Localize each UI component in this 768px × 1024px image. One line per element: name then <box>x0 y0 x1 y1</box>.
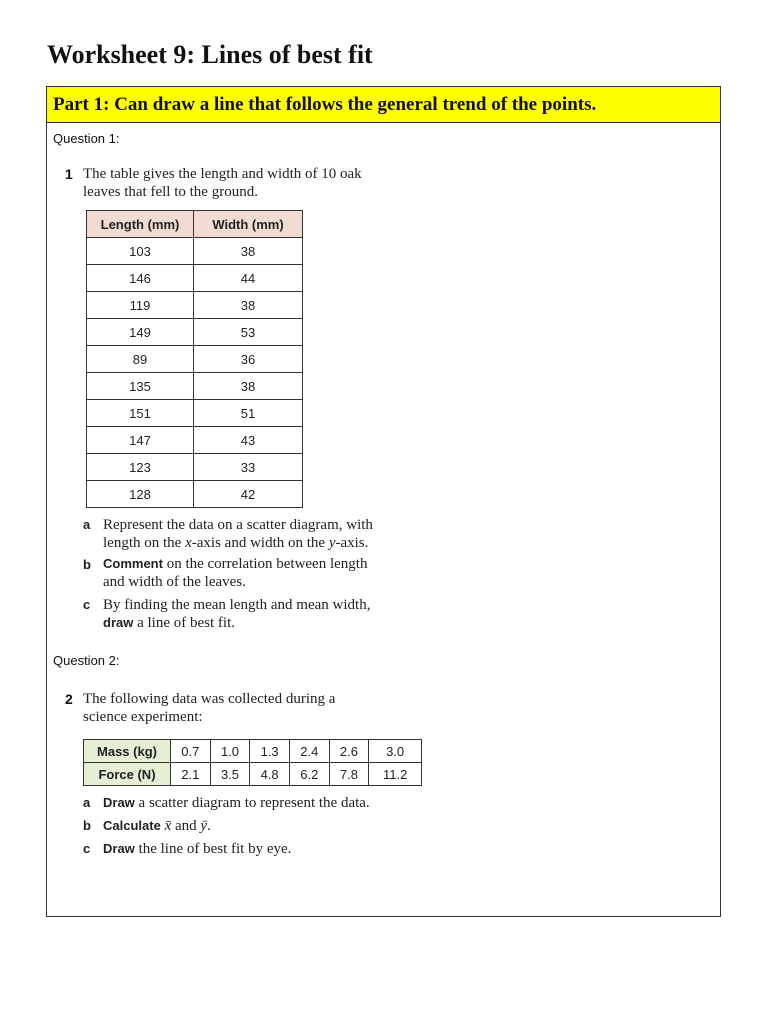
length-cell: 119 <box>87 292 194 319</box>
question1-intro-line2: leaves that fell to the ground. <box>83 184 258 200</box>
table-row <box>87 400 303 427</box>
width-cell: 51 <box>194 400 303 427</box>
question1-label: Question 1: <box>53 131 120 146</box>
question2-intro-line2: science experiment: <box>83 709 203 725</box>
q2-part-a-text: Draw a scatter diagram to represent the data. <box>103 795 370 811</box>
mass-cell: 0.7 <box>171 740 211 763</box>
width-cell: 33 <box>194 454 303 481</box>
leaf-table <box>86 210 303 508</box>
force-cell: 2.1 <box>171 763 211 786</box>
width-cell: 36 <box>194 346 303 373</box>
question2-number: 2 <box>65 691 73 707</box>
mass-cell: 3.0 <box>369 740 422 763</box>
length-cell: 147 <box>87 427 194 454</box>
table-row <box>87 481 303 508</box>
mass-cell: 2.4 <box>289 740 329 763</box>
width-cell: 38 <box>194 373 303 400</box>
question1-number: 1 <box>65 166 73 182</box>
table-row <box>87 373 303 400</box>
q2-part-c-text: Draw the line of best fit by eye. <box>103 841 292 857</box>
table-row <box>87 238 303 265</box>
page-title: Worksheet 9: Lines of best fit <box>47 40 373 69</box>
q1-part-b-line2: and width of the leaves. <box>103 574 246 590</box>
leaf-table-header-width: Width (mm) <box>194 211 303 238</box>
mass-cell: 1.3 <box>250 740 290 763</box>
width-cell: 53 <box>194 319 303 346</box>
table-row <box>87 346 303 373</box>
length-cell: 103 <box>87 238 194 265</box>
question2-label: Question 2: <box>53 653 120 668</box>
leaf-table-header-row <box>87 211 303 238</box>
force-cell: 11.2 <box>369 763 422 786</box>
q1-part-b-letter: b <box>83 557 91 572</box>
table-row <box>87 292 303 319</box>
table-row <box>87 427 303 454</box>
length-cell: 151 <box>87 400 194 427</box>
q2-part-a-letter: a <box>83 795 91 810</box>
part1-header: Part 1: Can draw a line that follows the general trend of the points. <box>47 87 720 123</box>
q1-part-a-line1: Represent the data on a scatter diagram, with <box>103 517 373 533</box>
length-cell: 123 <box>87 454 194 481</box>
mass-label: Mass (kg) <box>84 740 171 763</box>
leaf-table-header-length: Length (mm) <box>87 211 194 238</box>
width-cell: 43 <box>194 427 303 454</box>
width-cell: 38 <box>194 238 303 265</box>
question1-intro-line1: The table gives the length and width of 10 oak <box>83 166 362 182</box>
length-cell: 146 <box>87 265 194 292</box>
length-cell: 149 <box>87 319 194 346</box>
q1-part-c-line1: By finding the mean length and mean width, <box>103 597 371 613</box>
q1-part-b-line1: Comment on the correlation between length <box>103 556 368 572</box>
table-row <box>87 265 303 292</box>
table-row <box>87 319 303 346</box>
length-cell: 89 <box>87 346 194 373</box>
q2-part-b-text: Calculate x̄ and ȳ. <box>103 818 211 834</box>
force-row <box>84 763 422 786</box>
force-cell: 4.8 <box>250 763 290 786</box>
q2-part-b-letter: b <box>83 818 91 833</box>
mass-row <box>84 740 422 763</box>
q2-part-c-letter: c <box>83 841 91 856</box>
force-cell: 7.8 <box>329 763 369 786</box>
force-cell: 6.2 <box>289 763 329 786</box>
mass-force-table <box>83 739 422 786</box>
width-cell: 38 <box>194 292 303 319</box>
length-cell: 135 <box>87 373 194 400</box>
mass-cell: 2.6 <box>329 740 369 763</box>
force-cell: 3.5 <box>210 763 250 786</box>
mass-cell: 1.0 <box>210 740 250 763</box>
table-row <box>87 454 303 481</box>
q1-part-a-line2: length on the x-axis and width on the y-axis. <box>103 535 369 551</box>
length-cell: 128 <box>87 481 194 508</box>
q1-part-c-line2: draw a line of best fit. <box>103 615 235 631</box>
width-cell: 44 <box>194 265 303 292</box>
force-label: Force (N) <box>84 763 171 786</box>
width-cell: 42 <box>194 481 303 508</box>
worksheet-box <box>46 86 721 917</box>
q1-part-a-letter: a <box>83 517 91 532</box>
q1-part-c-letter: c <box>83 597 91 612</box>
question2-intro-line1: The following data was collected during a <box>83 691 336 707</box>
